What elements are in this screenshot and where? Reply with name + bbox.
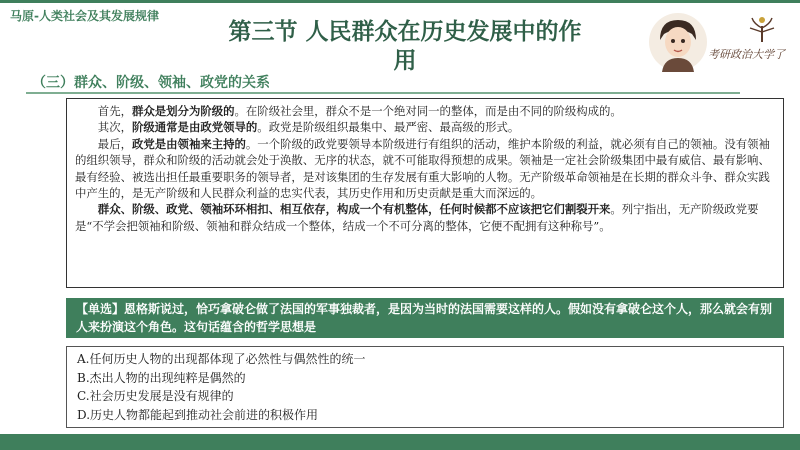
section-title bbox=[205, 18, 605, 76]
section-title-line-1: 第三节 人民群众在历史发展中的作 bbox=[228, 19, 582, 45]
bottom-accent-band bbox=[0, 434, 800, 450]
passage-para-1: 首先，群众是划分为阶级的。在阶级社会里，群众不是一个绝对同一的整体，而是由不同的阶级构成的。 bbox=[97, 104, 622, 118]
option-a[interactable]: A.任何历史人物的出现都体现了必然性与偶然性的统一 bbox=[77, 352, 366, 366]
passage-para-2: 其次，阶级通常是由政党领导的。政党是阶级组织最集中、最严密、最高级的形式。 bbox=[97, 120, 520, 135]
option-b[interactable]: B.杰出人物的出现纯粹是偶然的 bbox=[77, 370, 246, 385]
option-c[interactable]: C.社会历史发展是没有规律的 bbox=[77, 389, 234, 403]
option-d[interactable]: D.历史人物都能起到推动社会前进的积极作用 bbox=[77, 407, 319, 422]
top-accent-rule bbox=[0, 0, 800, 3]
avatar-portrait bbox=[648, 12, 708, 72]
passage-para-4: 群众、阶级、政党、领袖环环相扣、相互依存，构成一个有机整体，任何时候都不应该把它们割裂开来。列宁指出，无产阶级政党要是“不学会把领袖和阶级、领袖和群众结成一个整体，结成一个不可分离的整体，它便不配拥有这种称号”。 bbox=[75, 202, 759, 233]
brand-block bbox=[648, 12, 798, 72]
brand-name: 考研政治大学了 bbox=[708, 48, 785, 61]
question-text: 【单选】恩格斯说过，恰巧拿破仑做了法国的军事独裁者，是因为当时的法国需要这样的人。假如没有拿破仑这个人，那么就会有别人来扮演这个角色。这句话蕴含的哲学思想是 bbox=[76, 302, 773, 334]
tree-logo-icon bbox=[746, 14, 778, 44]
section-title-line-2: 用 bbox=[393, 48, 417, 74]
passage-para-3: 最后，政党是由领袖来主持的。一个阶级的政党要领导本阶级进行有组织的活动，维护本阶级的利益，就必须有自己的领袖。没有领袖的组织领导，群众和阶级的活动就会处于涣散、无序的状态，就不可能取得预想的成果。领袖是一定社会阶级集团中最有威信、最有影响、最有经验、被选出担任最重要职务的领导者，是对该集团的生存发展有重大影响的人物。无产阶级革命领袖是在长期的群众斗争、群众实践中产生的，是无产阶级和人民群众利益的忠实代表，其历史作用和历史贡献是重大而深远的。 bbox=[75, 136, 770, 201]
options-box bbox=[66, 346, 784, 428]
subsection-rule bbox=[26, 92, 740, 94]
subsection-heading: （三）群众、阶级、领袖、政党的关系 bbox=[32, 75, 270, 91]
passage-box bbox=[66, 98, 784, 288]
question-box bbox=[66, 298, 784, 338]
course-label: 马原-人类社会及其发展规律 bbox=[10, 9, 159, 23]
